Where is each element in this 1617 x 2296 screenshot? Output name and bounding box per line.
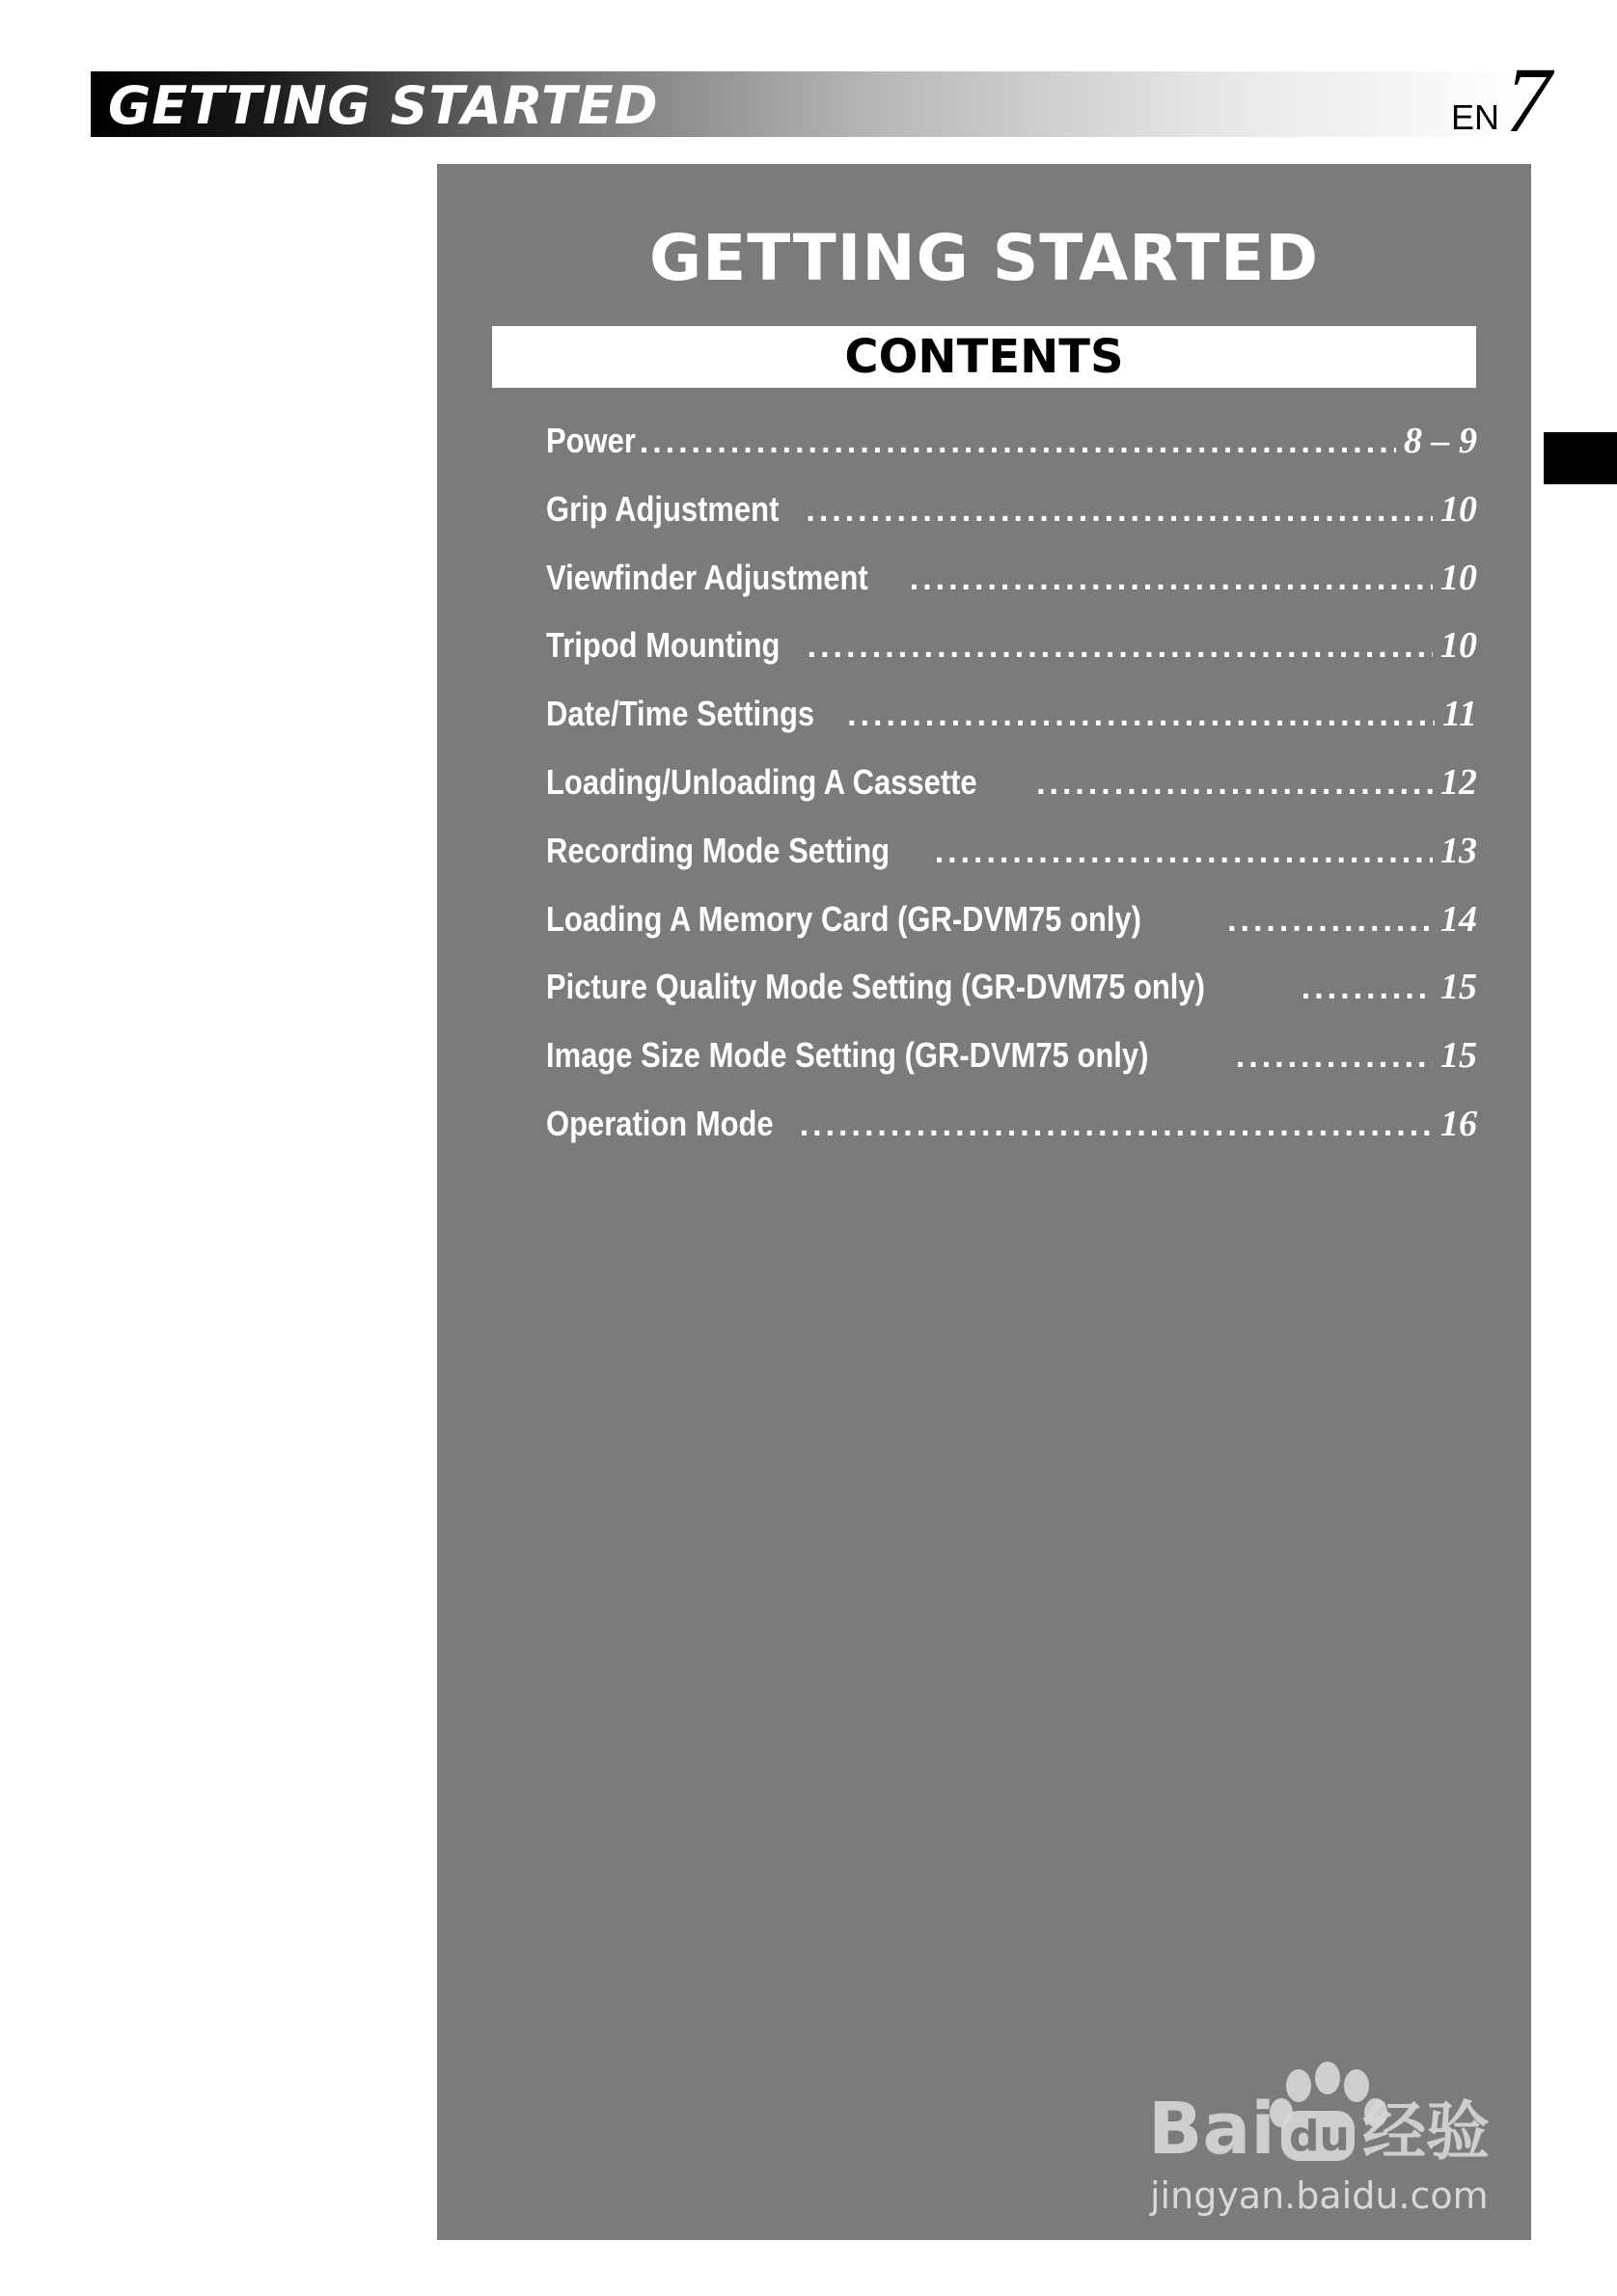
toc-dot-leader	[806, 477, 1433, 544]
toc-entry-page: 8 – 9	[1404, 421, 1477, 461]
toc-entry-label: Viewfinder Adjustment	[546, 557, 868, 597]
toc-dot-leader	[847, 681, 1435, 749]
toc-dot-leader	[910, 545, 1433, 613]
toc-entry-page: 15	[1440, 967, 1477, 1008]
contents-heading-bar	[492, 326, 1476, 388]
toc-entry[interactable]	[546, 749, 1477, 817]
toc-entry-page: 10	[1440, 625, 1477, 667]
toc-entry-page: 15	[1440, 1035, 1477, 1077]
toc-entry-page: 10	[1440, 488, 1477, 530]
toc-entry-page: 16	[1440, 1103, 1477, 1144]
toc-dot-leader	[800, 1091, 1433, 1159]
svg-text:du: du	[1289, 2112, 1350, 2161]
toc-entry-page: 10	[1440, 557, 1477, 598]
toc-dot-leader	[1227, 887, 1433, 954]
toc-dot-leader	[1036, 750, 1433, 817]
svg-text:经验: 经验	[1362, 2094, 1490, 2169]
baidu-logo-icon	[1144, 2057, 1521, 2173]
section-thumb-tab	[1544, 432, 1617, 484]
toc-entry-page: 14	[1440, 898, 1477, 940]
toc-entry-label: Operation Mode	[546, 1103, 774, 1143]
toc-entry[interactable]	[546, 1090, 1477, 1159]
contents-panel	[437, 164, 1531, 2240]
toc-entry[interactable]	[546, 407, 1477, 476]
panel-title: GETTING STARTED	[648, 221, 1319, 295]
toc-dot-leader	[1302, 954, 1433, 1022]
toc-entry-label: Loading A Memory Card (GR-DVM75 only)	[546, 898, 1141, 939]
toc-entry-label: Date/Time Settings	[546, 694, 815, 734]
toc-dot-leader	[935, 818, 1433, 886]
toc-entry[interactable]	[546, 1022, 1477, 1090]
toc-entry-label: Grip Adjustment	[546, 488, 780, 529]
toc-entry-label: Tripod Mounting	[546, 625, 781, 666]
toc-entry[interactable]	[546, 817, 1477, 886]
section-header-band	[91, 71, 1530, 137]
table-of-contents	[546, 407, 1477, 1159]
toc-entry-page: 13	[1440, 830, 1477, 871]
contents-heading: CONTENTS	[844, 330, 1124, 384]
section-header-title: GETTING STARTED	[108, 75, 659, 136]
toc-entry[interactable]	[546, 476, 1477, 544]
baidu-jingyan-watermark	[1144, 2057, 1530, 2230]
toc-entry[interactable]	[546, 544, 1477, 613]
toc-entry-page: 11	[1442, 694, 1477, 735]
toc-entry[interactable]	[546, 612, 1477, 680]
toc-entry-label: Power	[546, 421, 636, 460]
toc-entry[interactable]	[546, 886, 1477, 954]
toc-entry-label: Loading/Unloading A Cassette	[546, 761, 977, 802]
toc-entry[interactable]	[546, 953, 1477, 1022]
toc-entry[interactable]	[546, 680, 1477, 749]
toc-dot-leader	[640, 408, 1396, 476]
toc-entry-page: 12	[1440, 761, 1477, 803]
page-number: 7	[1505, 48, 1551, 151]
page-language-label: EN	[1451, 97, 1500, 137]
toc-dot-leader	[808, 613, 1433, 680]
toc-entry-label: Picture Quality Mode Setting (GR-DVM75 only)	[546, 967, 1205, 1007]
toc-entry-label: Recording Mode Setting	[546, 830, 891, 870]
toc-entry-label: Image Size Mode Setting (GR-DVM75 only)	[546, 1035, 1149, 1076]
svg-text:Bai: Bai	[1148, 2088, 1275, 2171]
toc-dot-leader	[1236, 1023, 1433, 1090]
watermark-url: jingyan.baidu.com	[1150, 2174, 1489, 2217]
